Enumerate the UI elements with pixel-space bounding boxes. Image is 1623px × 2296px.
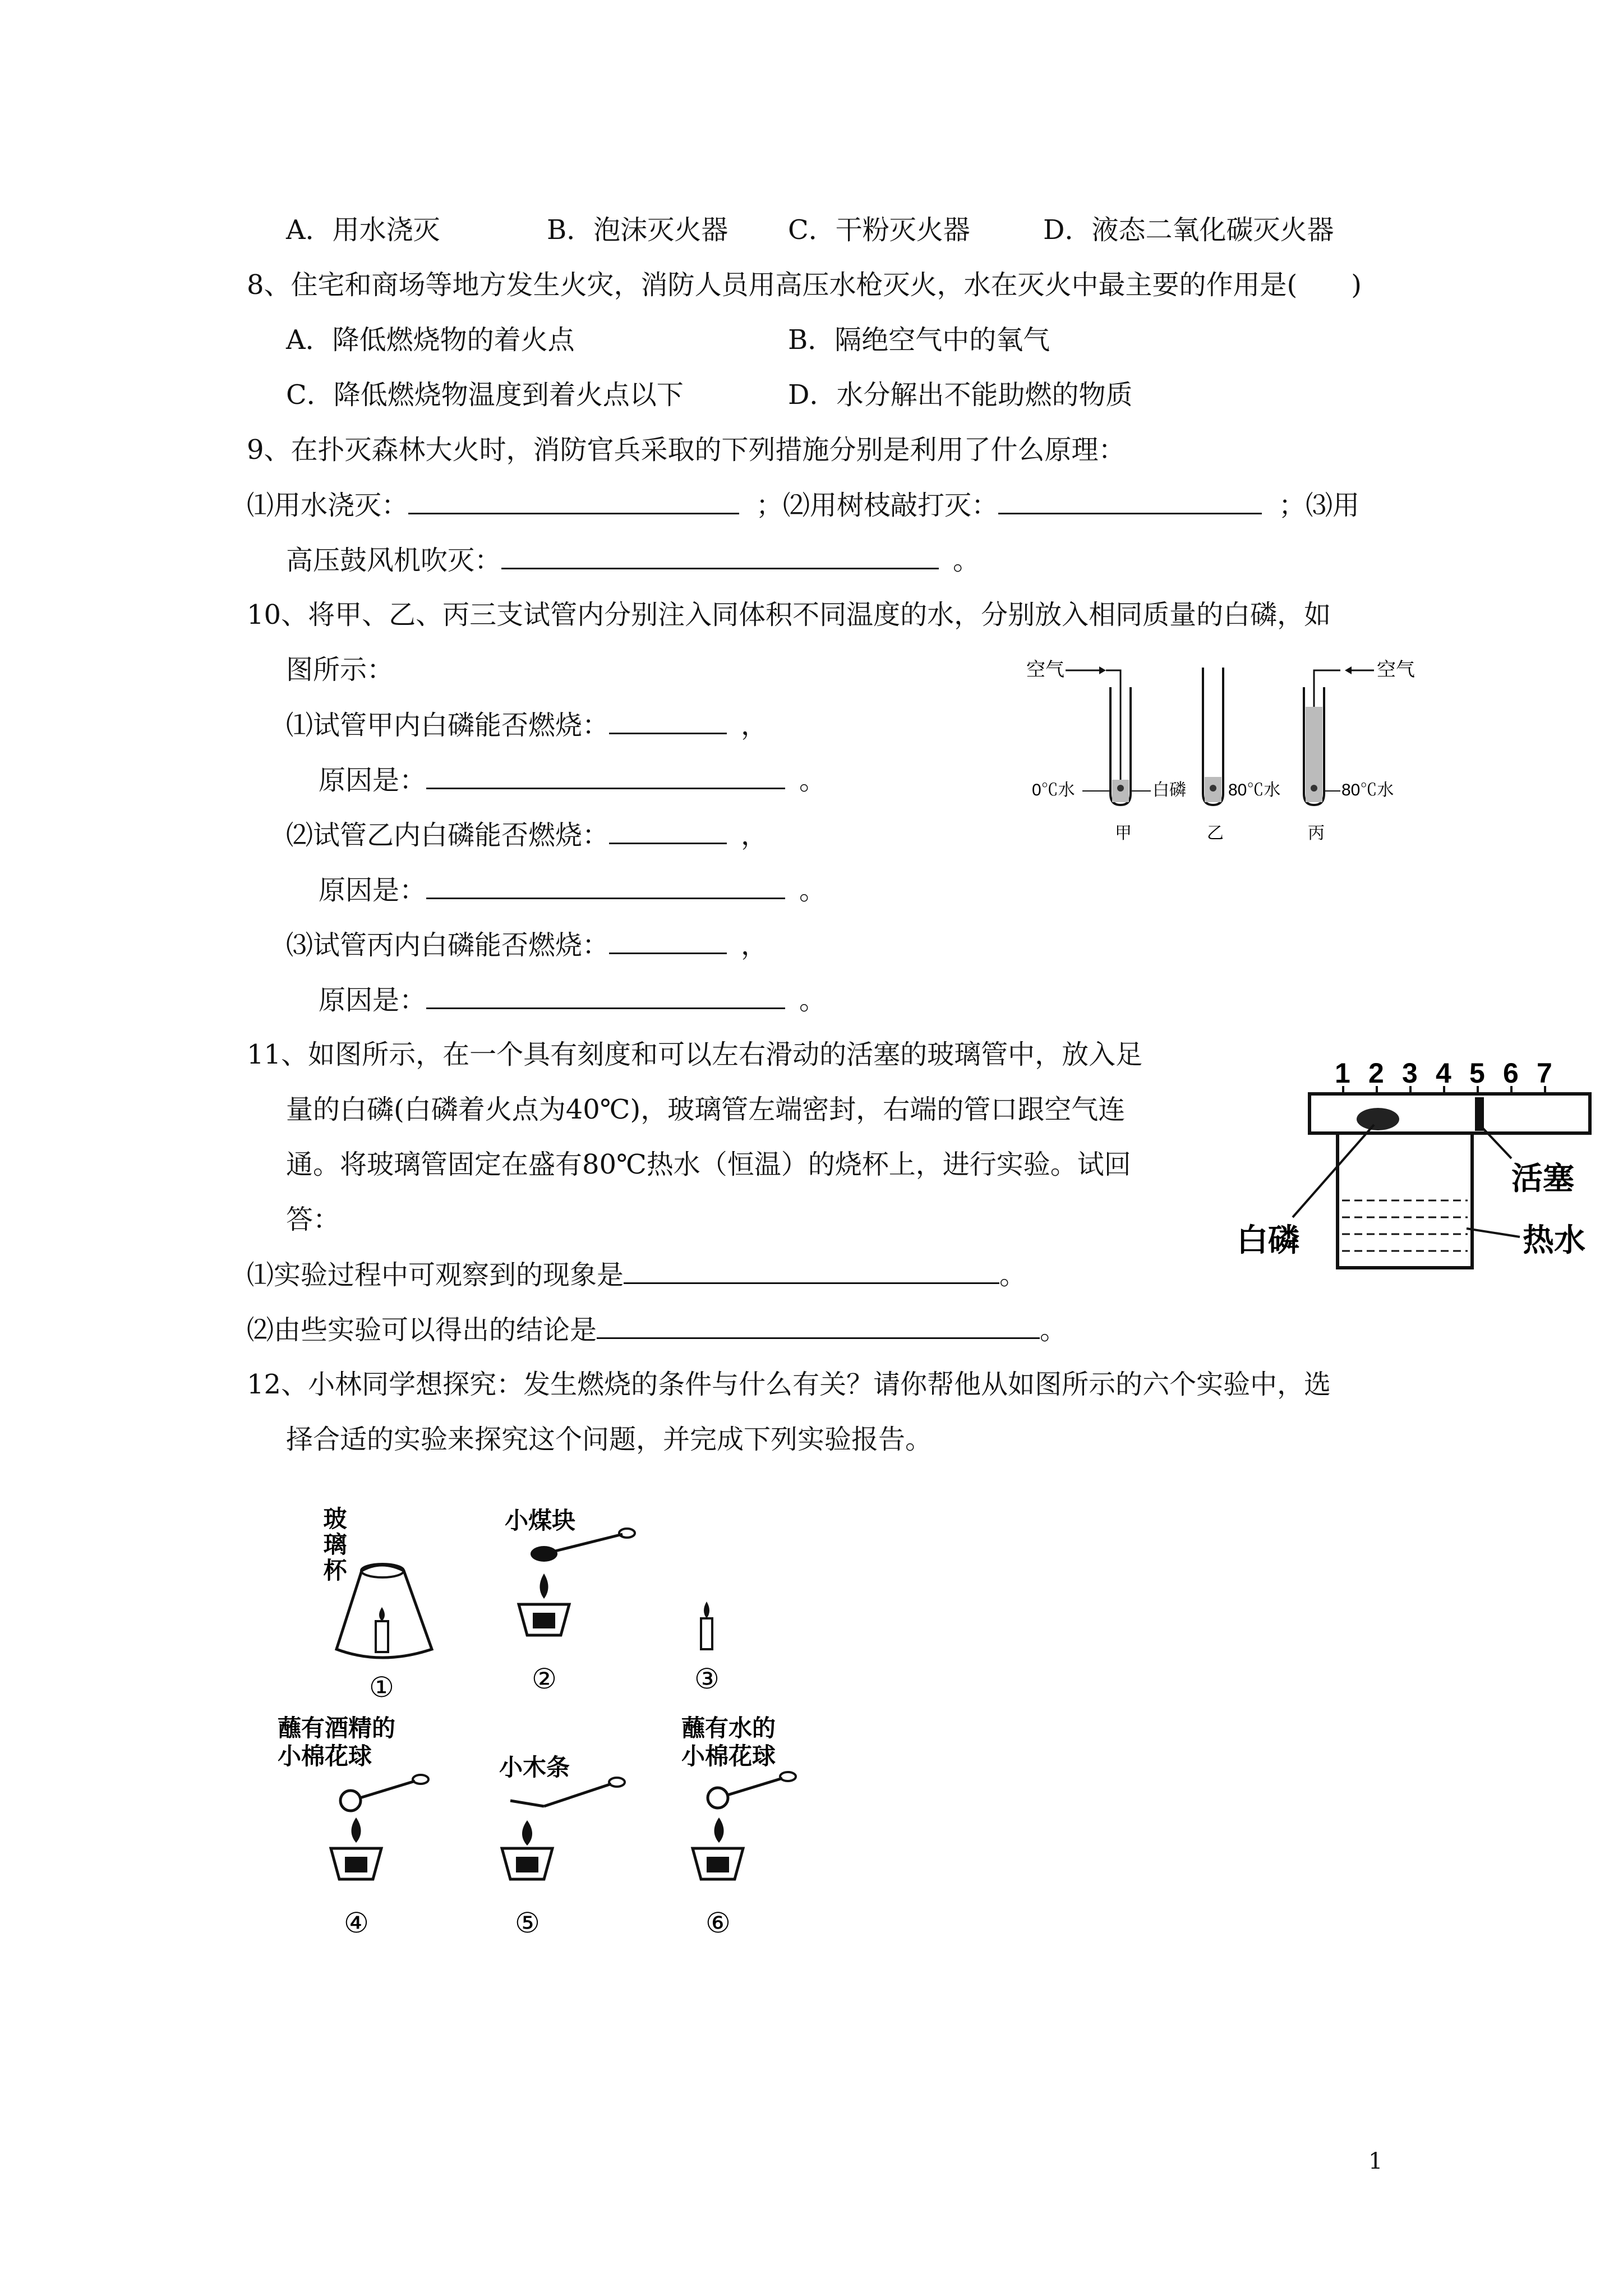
exp-num-3: ③ [694, 1663, 720, 1695]
piston-label: 活塞 [1511, 1161, 1574, 1196]
q9-part3-label: ⑶用 [1306, 490, 1360, 521]
q11-sub-1 [247, 1258, 1026, 1292]
q10-item-1-question: ⑴试管甲内白磷能否燃烧： [286, 710, 610, 741]
scale-5: 5 [1469, 1057, 1485, 1089]
q7-option-c: C．干粉灭火器 [788, 214, 970, 246]
exp-num-1: ① [369, 1672, 394, 1703]
hot-water-label: 热水 [1523, 1222, 1585, 1258]
q12-line-2: 择合适的实验来探究这个问题，并完成下列实验报告。 [286, 1424, 933, 1455]
q10-blank-1[interactable] [609, 708, 727, 734]
glass-cup-label-line: 玻璃杯 [320, 1506, 347, 1584]
q10-item-2 [286, 818, 768, 852]
q11-glass-tube-figure [1231, 1049, 1596, 1290]
water-cotton-label-1: 蘸有水的 [681, 1715, 776, 1741]
water-80c-label-b: 80℃水 [1341, 781, 1394, 799]
q8-stem: 8、住宅和商场等地方发生火灾，消防人员用高压水枪灭火，水在灭火中最主要的作用是( ) [247, 269, 1362, 301]
scale-1: 1 [1335, 1057, 1350, 1089]
q11-sub-2-label: ⑵由些实验可以得出的结论是 [247, 1314, 597, 1346]
q9-separator: ； [756, 490, 783, 521]
q7-option-d: D．液态二氧化碳灭火器 [1043, 214, 1334, 246]
exp-num-2: ② [532, 1663, 557, 1695]
q11-line-2: 量的白磷(白磷着火点为40℃)，玻璃管左端密封，右端的管口跟空气连 [286, 1094, 1126, 1125]
test-tube-bing [1304, 670, 1340, 805]
phosphorus-label: 白磷 [1152, 781, 1186, 799]
q10-reason-2 [319, 873, 826, 907]
q9-part3-cont: 高压鼓风机吹灭： [286, 545, 502, 576]
phosphorus-label: 白磷 [1237, 1222, 1299, 1258]
water-0c-label: 0℃水 [1032, 781, 1075, 799]
q10-end: 。 [799, 875, 827, 906]
q11-sub-1-label: ⑴实验过程中可观察到的现象是 [247, 1259, 624, 1291]
q10-reason-1 [319, 763, 826, 797]
q10-stem-2: 图所示： [286, 654, 394, 685]
tube-label-jia: 甲 [1115, 824, 1132, 843]
q11-sub-2 [247, 1313, 1067, 1347]
q10-reason-1-label: 原因是： [319, 765, 427, 796]
scale-7: 7 [1537, 1057, 1552, 1089]
q11-answer-blank-2[interactable] [597, 1313, 1040, 1339]
alcohol-cotton-label-2: 小棉花球 [278, 1743, 372, 1769]
experiment-6 [681, 1715, 796, 1939]
q9-answer-blank-2[interactable] [998, 488, 1262, 514]
tube-label-bing: 丙 [1308, 824, 1325, 843]
exp-num-6: ⑥ [706, 1907, 731, 1939]
water-80c-label-a: 80℃水 [1228, 781, 1281, 799]
q10-reason-2-label: 原因是： [319, 875, 427, 906]
experiment-5 [499, 1754, 625, 1939]
wood-stick-label: 小木条 [499, 1754, 570, 1780]
q7-option-a: A．用水浇灭 [286, 214, 440, 246]
q10-reason-blank-3[interactable] [426, 983, 785, 1009]
q10-item-2-question: ⑵试管乙内白磷能否燃烧： [286, 820, 610, 851]
water-cotton-label-2: 小棉花球 [681, 1743, 776, 1769]
q9-answer-blank-1[interactable] [408, 488, 739, 514]
q9-stem: 9、在扑灭森林大火时，消防官兵采取的下列措施分别是利用了什么原理： [247, 434, 1126, 466]
q9-end: 。 [953, 545, 980, 576]
q10-reason-blank-2[interactable] [426, 873, 785, 899]
q8-option-c: C．降低燃烧物温度到着火点以下 [286, 379, 684, 411]
q8-option-b: B．隔绝空气中的氧气 [788, 324, 1050, 356]
alcohol-cotton-label-1: 蘸有酒精的 [278, 1715, 396, 1741]
q11-end: 。 [1040, 1314, 1067, 1346]
q9-answer-blank-3[interactable] [501, 543, 939, 569]
q10-item-3-question: ⑶试管丙内白磷能否燃烧： [286, 930, 610, 961]
q9-separator: ； [1279, 490, 1306, 521]
q10-reason-blank-1[interactable] [426, 763, 785, 789]
q10-item-3 [286, 928, 768, 962]
q11-line-4: 答： [286, 1204, 340, 1235]
q7-option-b: B．泡沫灭火器 [547, 214, 728, 246]
scale-3: 3 [1402, 1057, 1418, 1089]
scale-4: 4 [1436, 1057, 1451, 1089]
q10-stem-1: 10、将甲、乙、丙三支试管内分别注入同体积不同温度的水，分别放入相同质量的白磷，如 [247, 599, 1331, 631]
experiment-2 [505, 1507, 635, 1695]
q10-item-1 [286, 708, 768, 742]
q10-comma: ， [741, 710, 768, 741]
q11-answer-blank-1[interactable] [624, 1258, 999, 1284]
q11-line-3: 通。将玻璃管固定在盛有80℃热水（恒温）的烧杯上，进行实验。试回 [286, 1149, 1131, 1180]
q8-option-a: A．降低燃烧物的着火点 [286, 324, 575, 356]
page-number: 1 [1368, 2148, 1383, 2174]
q10-reason-3-label: 原因是： [319, 984, 427, 1016]
coal-label: 小煤块 [505, 1507, 576, 1534]
q8-option-d: D．水分解出不能助燃的物质 [788, 379, 1133, 411]
q9-line-2 [286, 543, 980, 577]
q10-end: 。 [799, 765, 827, 796]
exp-num-4: ④ [344, 1907, 369, 1939]
q10-blank-2[interactable] [609, 818, 727, 844]
q12-experiments-figure [264, 1481, 869, 1975]
scale-6: 6 [1503, 1057, 1519, 1089]
q9-part2-label: ⑵用树枝敲打灭： [783, 490, 999, 521]
q10-comma: ， [741, 820, 768, 851]
q10-end: 。 [799, 984, 827, 1016]
exp-num-5: ⑤ [515, 1907, 540, 1939]
q11-end: 。 [999, 1259, 1027, 1291]
experiment-3 [694, 1602, 720, 1695]
air-label-right: 空气 [1377, 659, 1415, 680]
q9-line-1 [247, 488, 1359, 522]
q11-line-1: 11、如图所示，在一个具有刻度和可以左右滑动的活塞的玻璃管中，放入足 [247, 1039, 1143, 1070]
scale-2: 2 [1368, 1057, 1384, 1089]
test-tube-yi [1203, 668, 1223, 805]
q9-part1-label: ⑴用水浇灭： [247, 490, 409, 521]
q12-line-1: 12、小林同学想探究：发生燃烧的条件与什么有关？请你帮他从如图所示的六个实验中，选 [247, 1369, 1331, 1400]
experiment-1 [321, 1506, 432, 1703]
air-label-left: 空气 [1026, 659, 1064, 680]
experiment-4 [278, 1715, 428, 1939]
q10-test-tube-figure [1009, 651, 1424, 853]
test-tube-jia [1106, 670, 1131, 805]
q10-reason-3 [319, 983, 826, 1017]
tube-label-yi: 乙 [1207, 824, 1224, 843]
q10-blank-3[interactable] [609, 928, 727, 954]
q10-comma: ， [741, 930, 768, 961]
